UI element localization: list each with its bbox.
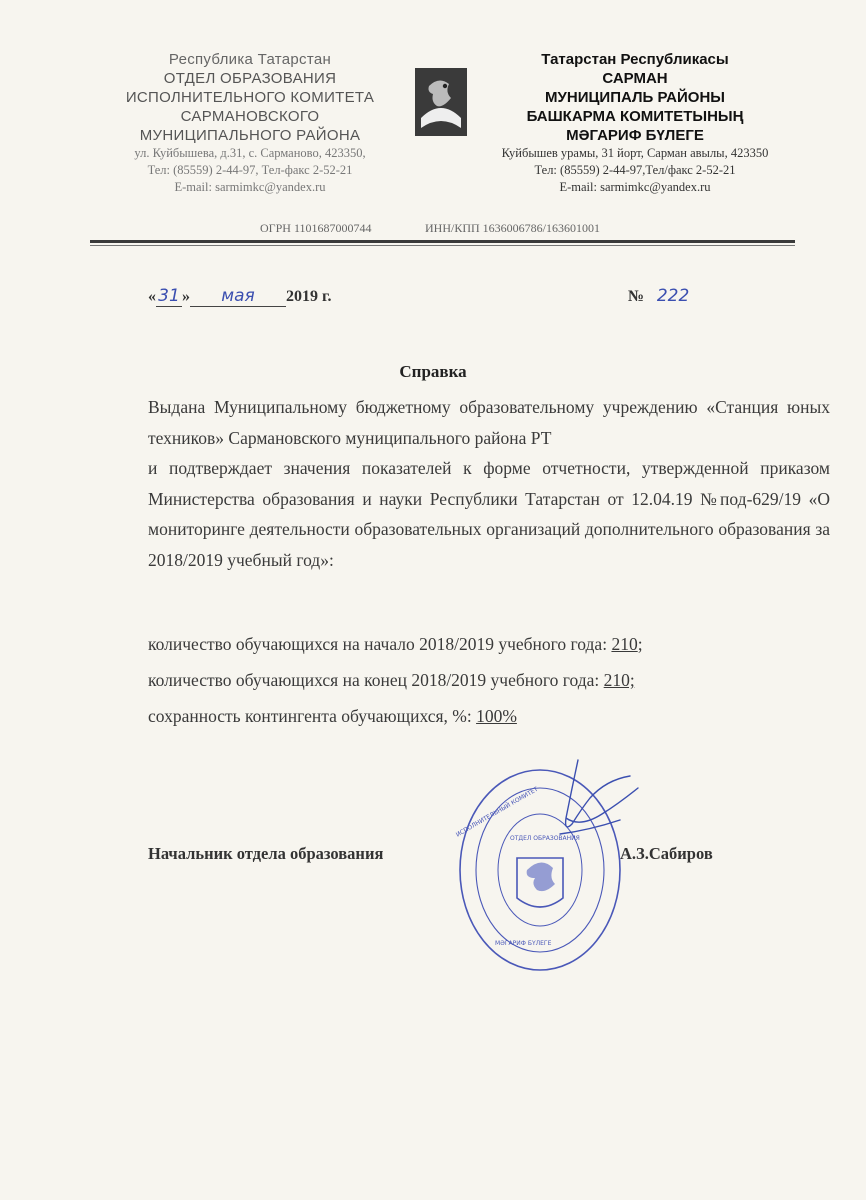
header-left-line4: САРМАНОВСКОГО — [180, 108, 320, 125]
document-number — [628, 286, 698, 306]
date-day-handwritten: 31 — [156, 286, 182, 307]
document-title: Справка — [399, 362, 467, 381]
body-paragraph-issued: Выдана Муниципальному бюджетному образовательному учреждению «Станция юных техников» Сармановского муниципального района РТ — [148, 397, 830, 448]
signatory-role: Начальник отдела образования — [148, 844, 384, 863]
number-label: № — [628, 288, 645, 305]
body-paragraph-confirms: и подтверждает значения показателей к форме отчетности, утвержденной приказом Министерства образования и науки Республики Татарстан от 12.04.19 №под-629/19 «О мониторинге деятельности образовательных организаций дополнительного образования за 2018/2019 учебный год»: — [148, 458, 830, 570]
indicator-item-end — [148, 670, 635, 691]
header-left-block — [100, 50, 400, 196]
indicator-value: 100% — [476, 706, 517, 726]
header-right-line1: Татарстан Республикасы — [541, 51, 729, 68]
indicator-value: 210; — [603, 670, 635, 690]
date-open-quote: « — [148, 288, 156, 305]
date-year: 2019 г. — [286, 288, 332, 305]
header-right-block — [470, 50, 800, 196]
header-left-line1: Республика Татарстан — [168, 51, 332, 68]
header-right-line3: МУНИЦИПАЛЬ РАЙОНЫ — [545, 89, 725, 106]
indicator-label: количество обучающихся на начало 2018/2019 учебного года: — [148, 634, 612, 654]
indicator-label: количество обучающихся на конец 2018/2019 учебного года: — [148, 670, 604, 690]
svg-text:ИСПОЛНИТЕЛЬНЫЙ КОМИТЕТ: ИСПОЛНИТЕЛЬНЫЙ КОМИТЕТ — [455, 785, 540, 839]
date-month-handwritten: мая — [190, 286, 286, 307]
document-date — [148, 286, 331, 307]
header-right-phone: Тел: (85559) 2-44-97,Тел/факс 2-52-21 — [534, 163, 736, 177]
date-close-quote: » — [182, 288, 190, 305]
svg-text:МӘГАРИФ БҮЛЕГЕ: МӘГАРИФ БҮЛЕГЕ — [495, 940, 552, 947]
indicator-item-retention — [148, 706, 517, 727]
header-left-address: ул. Куйбышева, д.31, с. Сарманово, 423350, — [134, 146, 366, 160]
header-left-line3: ИСПОЛНИТЕЛЬНОГО КОМИТЕТА — [125, 89, 375, 106]
svg-text:ОТДЕЛ ОБРАЗОВАНИЯ: ОТДЕЛ ОБРАЗОВАНИЯ — [510, 835, 580, 842]
header-divider-thin — [90, 245, 795, 246]
indicator-suffix: ; — [637, 634, 643, 654]
header-right-line5: МӘГАРИФ БҮЛЕГЕ — [566, 127, 704, 144]
header-right-line2: САРМАН — [602, 70, 668, 87]
header-right-address: Куйбышев урамы, 31 йорт, Сарман авылы, 423350 — [501, 146, 769, 160]
number-value-handwritten: 222 — [656, 286, 690, 306]
indicator-item-start — [148, 634, 643, 655]
handwritten-signature — [520, 758, 640, 848]
header-left-line2: ОТДЕЛ ОБРАЗОВАНИЯ — [163, 70, 337, 87]
header-left-phone: Тел: (85559) 2-44-97, Тел-факс 2-52-21 — [147, 163, 353, 177]
indicator-label: сохранность контингента обучающихся, %: — [148, 706, 477, 726]
header-left-line5: МУНИЦИПАЛЬНОГО РАЙОНА — [139, 127, 361, 144]
indicator-value: 210 — [611, 634, 638, 654]
inn-kpp-text: ИНН/КПП 1636006786/163601001 — [425, 221, 601, 235]
document-body — [148, 392, 830, 576]
header-left-email: E-mail: sarmimkc@yandex.ru — [174, 180, 326, 194]
header-right-line4: БАШКАРМА КОМИТЕТЫНЫҢ — [526, 108, 744, 125]
header-divider-thick — [90, 240, 795, 243]
header-right-email: E-mail: sarmimkc@yandex.ru — [559, 180, 711, 194]
coat-of-arms-logo — [415, 68, 467, 136]
ogrn-text: ОГРН 1101687000744 — [260, 221, 372, 235]
signatory-name: А.З.Сабиров — [620, 844, 713, 863]
